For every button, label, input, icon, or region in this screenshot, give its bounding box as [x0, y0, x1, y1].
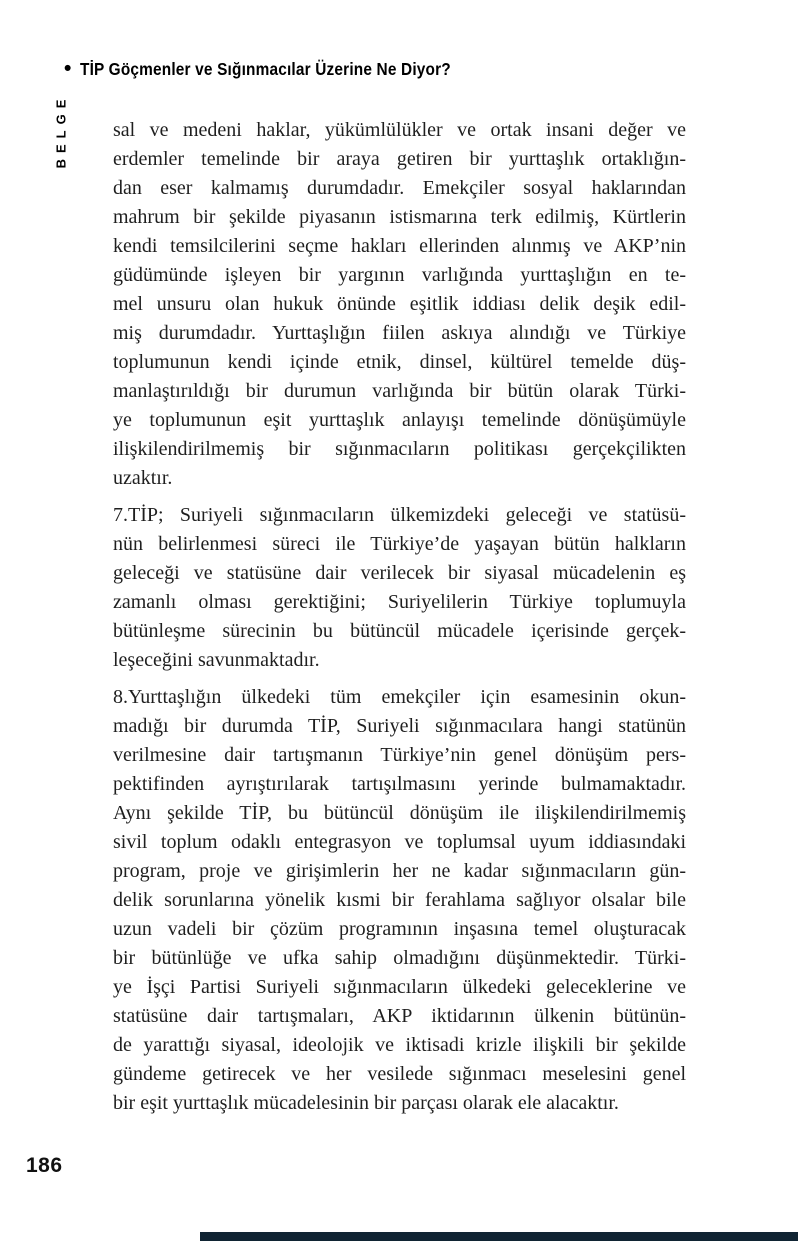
text-line: nün belirlenmesi süreci ile Türkiye’de yaşayan bütün halkların: [113, 533, 686, 555]
text-line: Aynı şekilde TİP, bu bütüncül dönüşüm ile ilişkilendirilmemiş: [113, 802, 686, 824]
text-line: madığı bir durumda TİP, Suriyeli sığınmacılara hangi statünün: [113, 715, 686, 737]
text-line: ye toplumunun eşit yurttaşlık anlayışı temelinde dönüşümüyle: [113, 409, 686, 431]
text-line: dan eser kalmamış durumdadır. Emekçiler sosyal haklarından: [113, 177, 686, 199]
page-number: 186: [26, 1154, 63, 1177]
text-line: statüsüne dair tartışmaları, AKP iktidarının ülkenin bütünün-: [113, 1005, 686, 1027]
text-line: sivil toplum odaklı entegrasyon ve toplumsal uyum iddiasındaki: [113, 831, 686, 853]
text-line: bir bütünlüğe ve ufka sahip olmadığını düşünmektedir. Türki-: [113, 947, 686, 969]
text-line: mel unsuru olan hukuk önünde eşitlik iddiası delik deşik edil-: [113, 293, 686, 315]
section-title: TİP Göçmenler ve Sığınmacılar Üzerine Ne Diyor?: [80, 59, 452, 79]
text-line: geleceği ve statüsüne dair verilecek bir siyasal mücadelenin eş: [113, 562, 686, 584]
paragraph: [113, 116, 686, 493]
text-line: delik sorunlarına yönelik kısmi bir ferahlama sağlıyor olsalar bile: [113, 889, 686, 911]
text-line: bir eşit yurttaşlık mücadelesinin bir parçası olarak ele alacaktır.: [113, 1092, 619, 1114]
text-line: erdemler temelinde bir araya getiren bir yurttaşlık ortaklığın-: [113, 148, 686, 170]
text-line: zamanlı olması gerektiğini; Suriyelilerin Türkiye toplumuyla: [113, 591, 686, 613]
text-line: program, proje ve girişimlerin her ne kadar sığınmacıların gün-: [113, 860, 686, 882]
text-line: 7.TİP; Suriyeli sığınmacıların ülkemizdeki geleceği ve statüsü-: [113, 504, 686, 526]
body-text: [113, 116, 686, 1126]
text-line: manlaştırıldığı bir durumun varlığında bir bütün olarak Türki-: [113, 380, 686, 402]
text-line: pektifinden ayrıştırılarak tartışılmasını yerinde bulmamaktadır.: [113, 773, 686, 795]
margin-label-belge: BELGE: [53, 93, 69, 169]
text-line: kendi temsilcilerini seçme hakları ellerinden alınmış ve AKP’nin: [113, 235, 686, 257]
bullet-icon: •: [64, 57, 72, 80]
text-line: sal ve medeni haklar, yükümlülükler ve ortak insani değer ve: [113, 119, 686, 141]
text-line: de yarattığı siyasal, ideolojik ve iktisadi krizle ilişkili bir şekilde: [113, 1034, 686, 1056]
paragraph: [113, 683, 686, 1118]
text-line: verilmesine dair tartışmanın Türkiye’nin genel dönüşüm pers-: [113, 744, 686, 766]
text-line: leşeceğini savunmaktadır.: [113, 649, 320, 671]
section-header: [64, 59, 502, 80]
text-line: bütünleşme sürecinin bu bütüncül mücadele içerisinde gerçek-: [113, 620, 686, 642]
text-line: ye İşçi Partisi Suriyeli sığınmacıların ülkedeki geleceklerine ve: [113, 976, 686, 998]
text-line: mahrum bir şekilde piyasanın istismarına terk edilmiş, Kürtlerin: [113, 206, 686, 228]
text-line: 8.Yurttaşlığın ülkedeki tüm emekçiler için esamesinin okun-: [113, 686, 686, 708]
text-line: gündeme getirecek ve her vesilede sığınmacı meselesini genel: [113, 1063, 686, 1085]
text-line: toplumunun kendi içinde etnik, dinsel, kültürel temelde düş-: [113, 351, 686, 373]
paragraph: [113, 501, 686, 675]
text-line: ilişkilendirilmemiş bir sığınmacıların politikası gerçekçilikten: [113, 438, 686, 460]
text-line: uzaktır.: [113, 467, 173, 489]
text-line: güdümünde işleyen bir yargının varlığında yurttaşlığın en te-: [113, 264, 686, 286]
text-line: uzun vadeli bir çözüm programının inşasına temel oluşturacak: [113, 918, 686, 940]
footer-bar: [200, 1232, 798, 1241]
text-line: miş durumdadır. Yurttaşlığın fiilen askıya alındığı ve Türkiye: [113, 322, 686, 344]
